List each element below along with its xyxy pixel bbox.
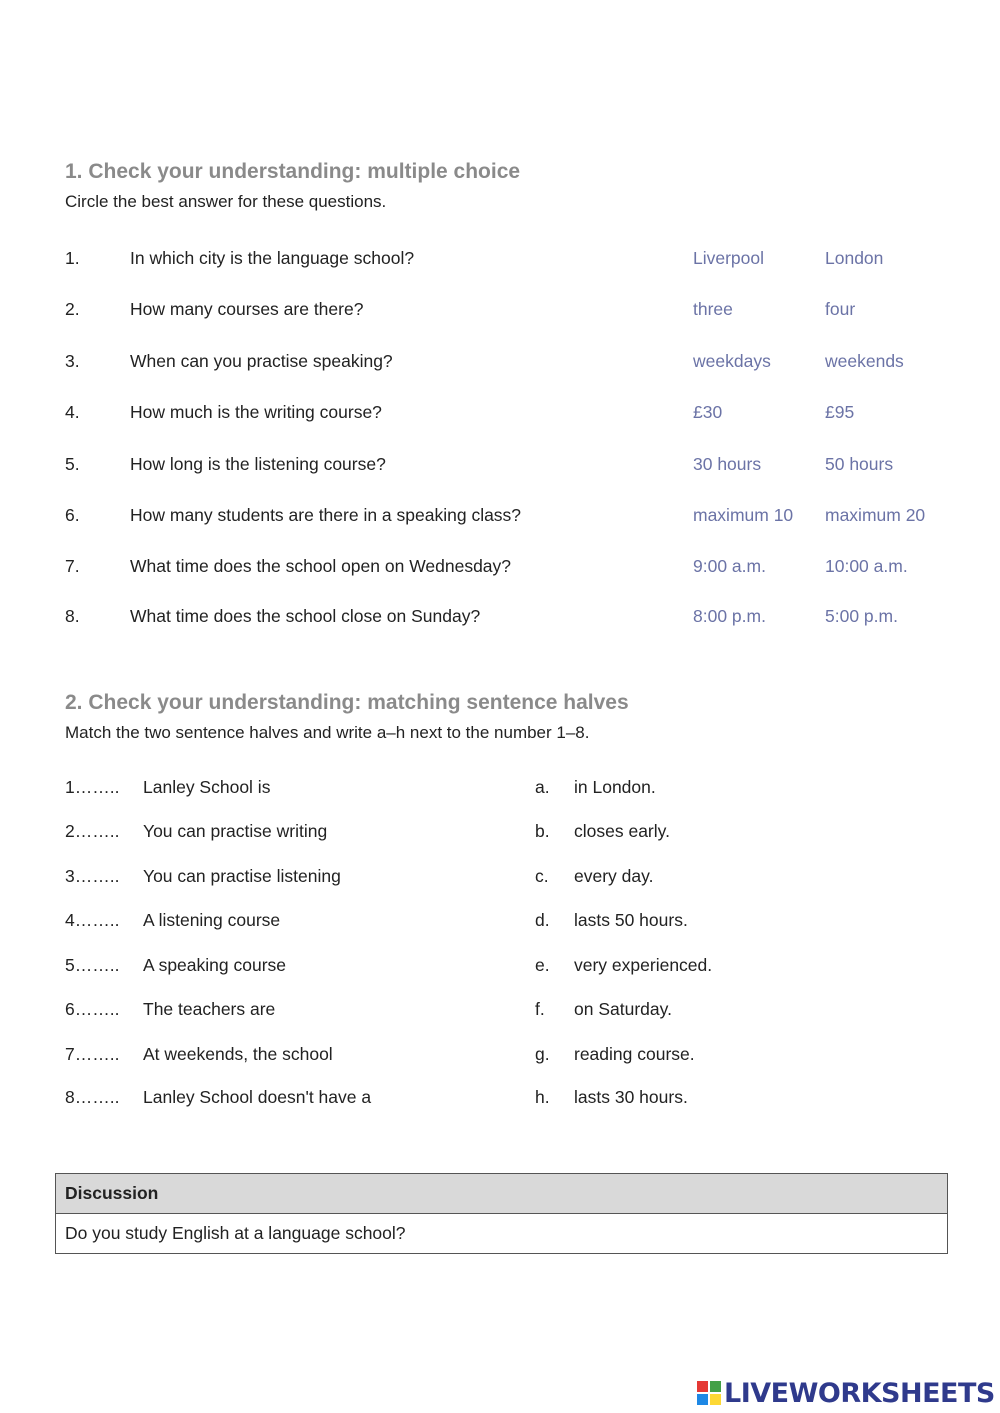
- question-text: What time does the school close on Sunday?: [130, 606, 481, 626]
- question-text: How many courses are there?: [130, 299, 364, 319]
- logo-text: LIVEWORKSHEETS: [724, 1377, 995, 1409]
- answer-blank[interactable]: 2……..: [65, 821, 120, 841]
- answer-blank[interactable]: 6……..: [65, 999, 120, 1019]
- answer-option-b[interactable]: weekends: [825, 351, 904, 371]
- sentence-start: You can practise writing: [143, 821, 328, 841]
- answer-blank[interactable]: 7……..: [65, 1044, 120, 1064]
- matching-row: [65, 1087, 945, 1111]
- question-text: How long is the listening course?: [130, 454, 386, 474]
- question-row: [65, 606, 945, 630]
- logo-square-1: [697, 1381, 708, 1392]
- liveworksheets-logo[interactable]: [697, 1376, 995, 1410]
- matching-row: [65, 955, 945, 979]
- question-number: 2.: [65, 299, 80, 319]
- question-number: 7.: [65, 556, 80, 576]
- answer-option-a[interactable]: £30: [693, 402, 723, 422]
- answer-option-b[interactable]: London: [825, 248, 884, 268]
- sentence-end: reading course.: [574, 1044, 695, 1064]
- answer-option-a[interactable]: three: [693, 299, 733, 319]
- matching-row: [65, 777, 945, 801]
- answer-option-b[interactable]: 5:00 p.m.: [825, 606, 898, 626]
- question-row: [65, 248, 945, 272]
- question-text: In which city is the language school?: [130, 248, 415, 268]
- ending-letter: e.: [535, 955, 550, 975]
- matching-row: [65, 910, 945, 934]
- question-row: [65, 454, 945, 478]
- discussion-heading: Discussion: [56, 1174, 947, 1214]
- ending-letter: h.: [535, 1087, 550, 1107]
- answer-blank[interactable]: 4……..: [65, 910, 120, 930]
- matching-row: [65, 999, 945, 1023]
- answer-blank[interactable]: 3……..: [65, 866, 120, 886]
- question-row: [65, 351, 945, 375]
- question-text: How much is the writing course?: [130, 402, 382, 422]
- answer-option-a[interactable]: 8:00 p.m.: [693, 606, 766, 626]
- logo-mark-icon: [697, 1381, 721, 1405]
- sentence-start: A listening course: [143, 910, 281, 930]
- question-number: 1.: [65, 248, 80, 268]
- matching-row: [65, 866, 945, 890]
- matching-row: [65, 1044, 945, 1068]
- answer-blank[interactable]: 1……..: [65, 777, 120, 797]
- ending-letter: g.: [535, 1044, 550, 1064]
- sentence-end: very experienced.: [574, 955, 713, 975]
- logo-square-4: [710, 1394, 721, 1405]
- section1-instruction: Circle the best answer for these questions.: [65, 192, 387, 211]
- answer-option-b[interactable]: £95: [825, 402, 855, 422]
- sentence-end: lasts 50 hours.: [574, 910, 688, 930]
- sentence-start: You can practise listening: [143, 866, 341, 886]
- question-text: When can you practise speaking?: [130, 351, 393, 371]
- sentence-end: every day.: [574, 866, 654, 886]
- ending-letter: b.: [535, 821, 550, 841]
- answer-blank[interactable]: 8……..: [65, 1087, 120, 1107]
- sentence-end: lasts 30 hours.: [574, 1087, 688, 1107]
- ending-letter: d.: [535, 910, 550, 930]
- sentence-start: Lanley School is: [143, 777, 271, 797]
- question-row: [65, 402, 945, 426]
- section2-title: 2. Check your understanding: matching sentence halves: [65, 691, 629, 714]
- question-number: 6.: [65, 505, 80, 525]
- answer-option-b[interactable]: 10:00 a.m.: [825, 556, 908, 576]
- discussion-question: Do you study English at a language school?: [65, 1223, 406, 1243]
- discussion-box: [55, 1173, 948, 1254]
- question-row: [65, 299, 945, 323]
- answer-option-a[interactable]: maximum 10: [693, 505, 794, 525]
- question-text: How many students are there in a speaking class?: [130, 505, 522, 525]
- ending-letter: c.: [535, 866, 549, 886]
- question-number: 3.: [65, 351, 80, 371]
- question-text: What time does the school open on Wednesday?: [130, 556, 512, 576]
- question-number: 4.: [65, 402, 80, 422]
- answer-option-a[interactable]: 30 hours: [693, 454, 762, 474]
- logo-square-2: [710, 1381, 721, 1392]
- logo-square-3: [697, 1394, 708, 1405]
- question-number: 5.: [65, 454, 80, 474]
- answer-option-b[interactable]: maximum 20: [825, 505, 926, 525]
- sentence-end: in London.: [574, 777, 656, 797]
- sentence-start: At weekends, the school: [143, 1044, 333, 1064]
- section1-title: 1. Check your understanding: multiple choice: [65, 160, 521, 183]
- sentence-start: The teachers are: [143, 999, 276, 1019]
- sentence-end: closes early.: [574, 821, 670, 841]
- answer-option-a[interactable]: Liverpool: [693, 248, 765, 268]
- answer-option-b[interactable]: four: [825, 299, 856, 319]
- answer-option-a[interactable]: 9:00 a.m.: [693, 556, 766, 576]
- question-number: 8.: [65, 606, 80, 626]
- answer-option-b[interactable]: 50 hours: [825, 454, 894, 474]
- sentence-end: on Saturday.: [574, 999, 672, 1019]
- answer-option-a[interactable]: weekdays: [693, 351, 771, 371]
- sentence-start: Lanley School doesn't have a: [143, 1087, 372, 1107]
- ending-letter: f.: [535, 999, 545, 1019]
- section2-instruction: Match the two sentence halves and write a–h next to the number 1–8.: [65, 723, 590, 742]
- question-row: [65, 505, 945, 529]
- question-row: [65, 556, 945, 580]
- answer-blank[interactable]: 5……..: [65, 955, 120, 975]
- sentence-start: A speaking course: [143, 955, 287, 975]
- ending-letter: a.: [535, 777, 550, 797]
- matching-row: [65, 821, 945, 845]
